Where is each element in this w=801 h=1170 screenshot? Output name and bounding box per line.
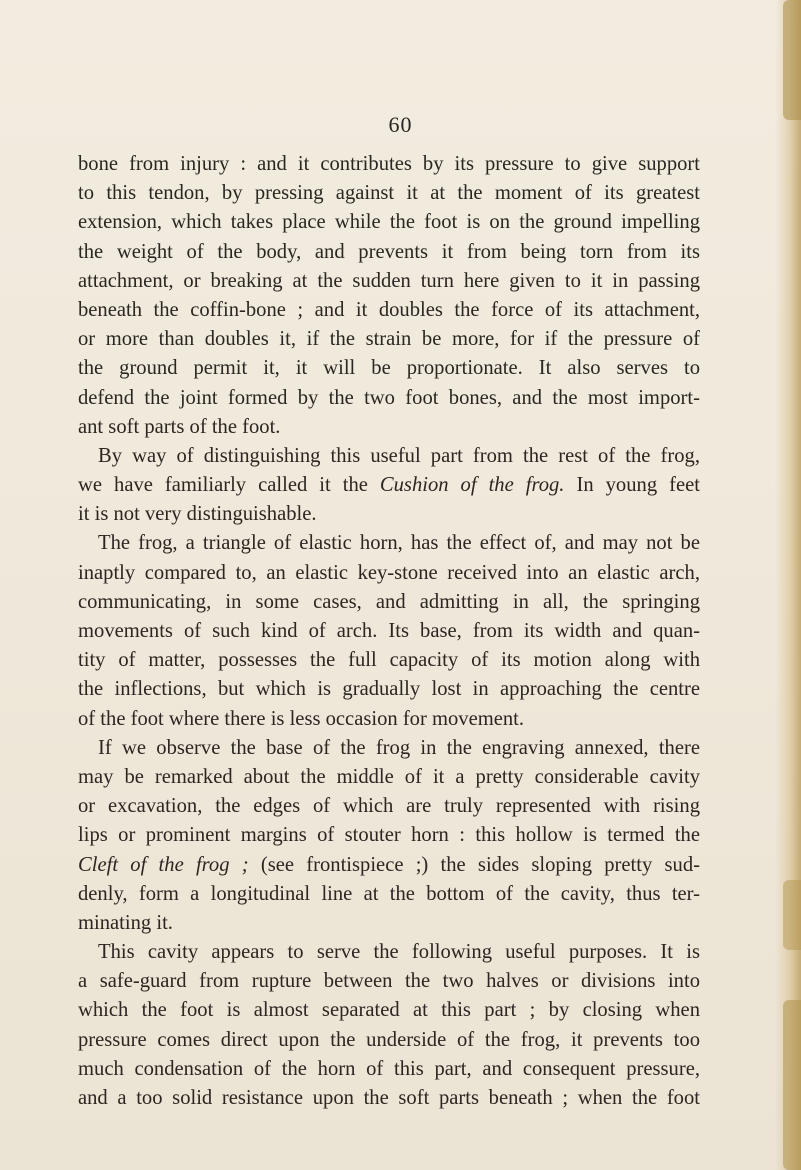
text-line: pressure comes direct upon the underside of the frog, it prevents too	[78, 1028, 700, 1051]
text-line: beneath the coffin-bone ; and it doubles the force of its attachment,	[78, 298, 700, 321]
text-line: minating it.	[78, 911, 173, 934]
page-edge-stain-middle	[783, 880, 801, 950]
text-line: ant soft parts of the foot.	[78, 415, 281, 438]
text-line: the weight of the body, and prevents it from being torn from its	[78, 240, 700, 263]
text-line: movements of such kind of arch. Its base, from its width and quan-	[78, 620, 700, 642]
text-line: inaptly compared to, an elastic key-stone received into an elastic arch,	[78, 561, 700, 584]
text-line: or excavation, the edges of which are truly represented with rising	[78, 795, 700, 818]
text-line: extension, which takes place while the foot is on the ground impelling	[78, 211, 700, 234]
text-line: the inflections, but which is gradually lost in approaching the centre	[78, 678, 700, 701]
page-edge-stain-top	[783, 0, 801, 120]
text-line: If we observe the base of the frog in the engraving annexed, there	[98, 736, 700, 759]
italic-term: Cleft of the frog ;	[78, 853, 249, 876]
text-span: In young feet	[564, 474, 700, 497]
text-line: attachment, or breaking at the sudden turn here given to it in passing	[78, 269, 700, 292]
text-line: communicating, in some cases, and admitting in all, the springing	[78, 590, 700, 613]
text-line: and a too solid resistance upon the soft parts beneath ; when the foot	[78, 1087, 700, 1109]
italic-term: Cushion of the frog.	[379, 474, 565, 497]
text-line: or more than doubles it, if the strain be more, for if the pressure of	[78, 328, 700, 351]
page-edge-shading	[775, 0, 801, 1170]
text-line: By way of distinguishing this useful part from the rest of the frog,	[98, 444, 700, 467]
text-line: defend the joint formed by the two foot bones, and the most import-	[78, 386, 700, 409]
text-line: it is not very distinguishable.	[78, 503, 317, 526]
page-edge-stain-bottom	[783, 1000, 801, 1170]
text-line: which the foot is almost separated at this part ; by closing when	[78, 999, 700, 1022]
text-line: bone from injury : and it contributes by its pressure to give support	[78, 153, 700, 175]
text-span: we have familiarly called it the	[78, 474, 380, 497]
text-line	[78, 851, 700, 880]
text-line: the ground permit it, it will be proportionate. It also serves to	[78, 357, 700, 380]
text-line: The frog, a triangle of elastic horn, has the effect of, and may not be	[98, 532, 700, 555]
text-span: (see frontispiece ;) the sides sloping pretty sud-	[248, 853, 700, 876]
page-number: 60	[388, 112, 413, 137]
text-line: to this tendon, by pressing against it at the moment of its greatest	[78, 182, 700, 205]
text-line: of the foot where there is less occasion for movement.	[78, 707, 525, 730]
text-line: lips or prominent margins of stouter horn : this hollow is termed the	[78, 824, 700, 847]
text-line: tity of matter, possesses the full capacity of its motion along with	[78, 649, 700, 672]
body-text	[78, 150, 700, 1113]
text-line	[78, 471, 700, 500]
text-line: a safe-guard from rupture between the two halves or divisions into	[78, 970, 700, 993]
text-line: may be remarked about the middle of it a pretty considerable cavity	[78, 765, 700, 788]
text-line: much condensation of the horn of this part, and consequent pressure,	[78, 1057, 700, 1080]
text-line: This cavity appears to serve the following useful purposes. It is	[98, 941, 700, 964]
text-line: denly, form a longitudinal line at the bottom of the cavity, thus ter-	[78, 882, 700, 905]
